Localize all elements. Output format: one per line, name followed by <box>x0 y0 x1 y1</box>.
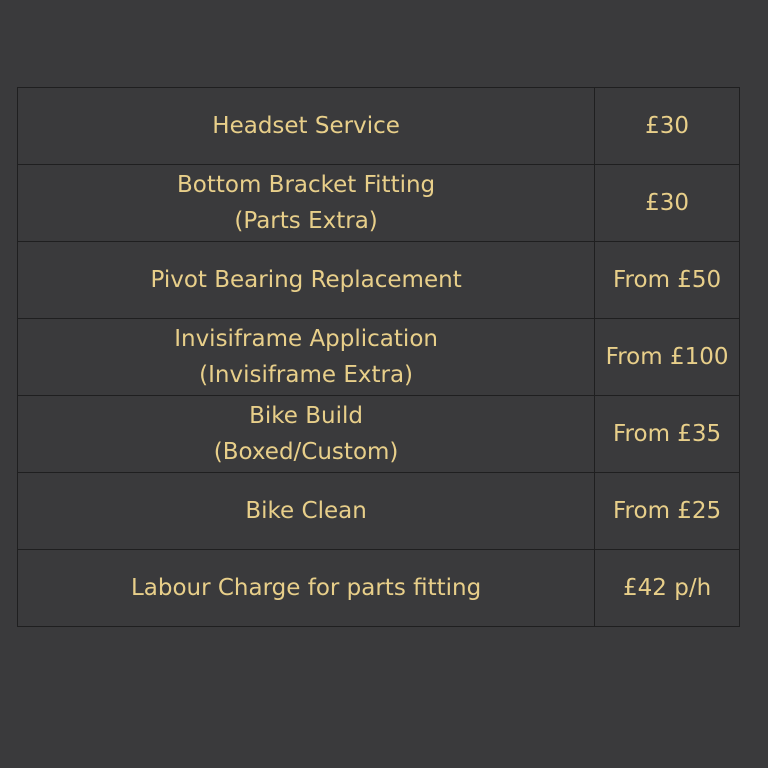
service-name: Labour Charge for parts fitting <box>130 575 482 601</box>
table-row <box>18 165 740 242</box>
service-name: Bike Clean <box>245 498 367 524</box>
service-cell <box>18 165 595 242</box>
table-row <box>18 473 740 550</box>
price-list-table <box>17 87 740 627</box>
service-cell <box>18 319 595 396</box>
service-name: Bike Build <box>249 403 364 429</box>
price-cell: From £35 <box>595 396 740 473</box>
table-row <box>18 88 740 165</box>
price-cell: £30 <box>595 165 740 242</box>
table-row <box>18 319 740 396</box>
service-cell <box>18 550 595 627</box>
price-cell: From £100 <box>595 319 740 396</box>
price-cell: £30 <box>595 88 740 165</box>
service-cell <box>18 473 595 550</box>
service-name: Bottom Bracket Fitting <box>176 172 436 198</box>
service-cell <box>18 88 595 165</box>
table-row <box>18 550 740 627</box>
table-row <box>18 396 740 473</box>
service-name: Invisiframe Application <box>174 326 438 352</box>
table-row <box>18 242 740 319</box>
price-cell: From £25 <box>595 473 740 550</box>
service-name: Headset Service <box>212 113 400 139</box>
service-note: (Parts Extra) <box>234 208 378 234</box>
service-cell <box>18 242 595 319</box>
price-cell: £42 p/h <box>595 550 740 627</box>
service-name: Pivot Bearing Replacement <box>150 267 462 293</box>
service-note: (Boxed/Custom) <box>213 439 399 465</box>
service-cell <box>18 396 595 473</box>
price-cell: From £50 <box>595 242 740 319</box>
service-note: (Invisiframe Extra) <box>199 362 414 388</box>
